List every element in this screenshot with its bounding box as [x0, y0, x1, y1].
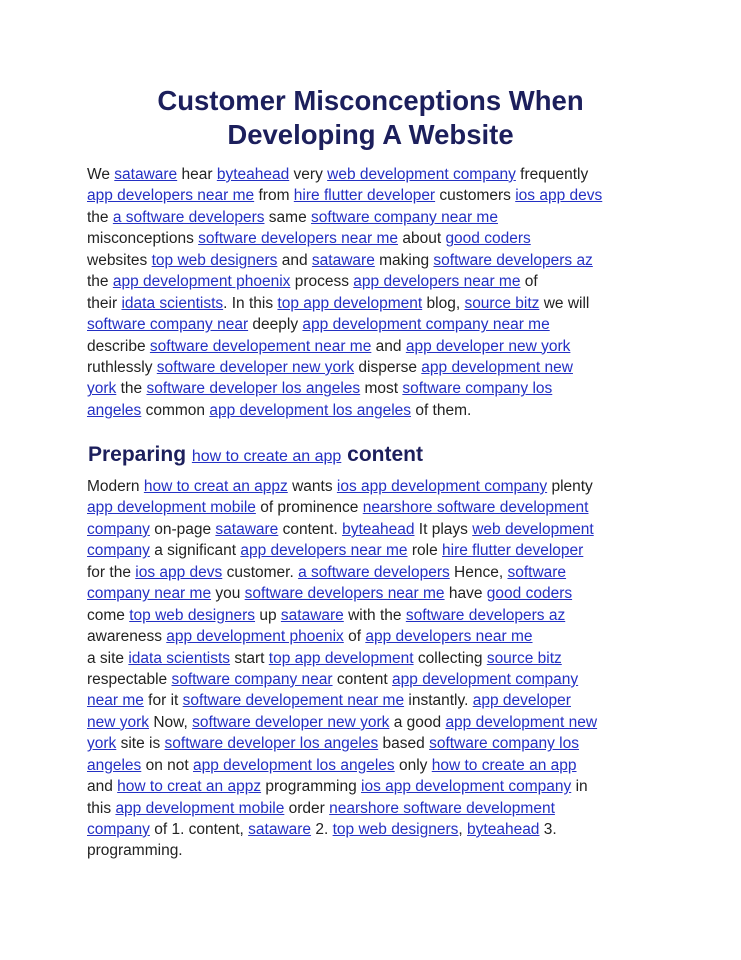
body-text: misconceptions: [87, 230, 199, 248]
body-text: up: [255, 606, 281, 624]
body-text: We: [87, 166, 115, 183]
text-line: [87, 207, 667, 228]
inline-link[interactable]: ios app devs: [135, 563, 223, 581]
text-line: [87, 476, 667, 497]
inline-link[interactable]: ios app development company: [336, 478, 548, 495]
body-text: It plays: [414, 520, 473, 538]
body-text: a site: [87, 649, 129, 667]
text-line: [87, 271, 667, 292]
body-text: the: [87, 273, 113, 291]
text-line: [87, 776, 667, 797]
inline-link[interactable]: nearshore software development: [362, 499, 589, 517]
inline-link[interactable]: top web designers: [332, 821, 459, 838]
inline-link[interactable]: company: [87, 542, 150, 560]
inline-link[interactable]: app development mobile: [87, 499, 256, 517]
body-text: describe: [87, 337, 150, 355]
body-text: on-page: [149, 520, 216, 538]
text-line: [87, 497, 667, 518]
heading-text: content: [341, 443, 423, 466]
body-text: come: [87, 606, 130, 624]
inline-link[interactable]: software company near: [171, 670, 333, 688]
body-text: awareness: [87, 628, 167, 646]
body-text: we will: [539, 294, 590, 312]
body-text: instantly.: [404, 692, 473, 710]
text-line: [87, 400, 667, 421]
inline-link[interactable]: top web designers: [129, 606, 256, 624]
body-text: from: [254, 187, 294, 205]
inline-link[interactable]: software developer los angeles: [146, 380, 361, 398]
inline-link[interactable]: app development new: [445, 713, 598, 731]
inline-link[interactable]: idata scientists: [121, 294, 224, 312]
inline-link[interactable]: sataware: [311, 251, 375, 269]
body-text: site is: [116, 735, 165, 753]
inline-link[interactable]: software developers near me: [244, 585, 445, 603]
inline-link[interactable]: app development phoenix: [166, 628, 344, 646]
body-text: content: [332, 670, 393, 688]
inline-link[interactable]: source bitz: [486, 649, 562, 667]
inline-link[interactable]: web development company: [327, 166, 516, 183]
text-line: [87, 228, 667, 249]
inline-link[interactable]: software company near me: [311, 208, 498, 226]
body-text: same: [264, 208, 312, 226]
inline-link[interactable]: software developers near me: [198, 230, 399, 248]
text-line: [87, 540, 667, 561]
inline-link[interactable]: ios app development company: [361, 778, 572, 796]
text-line: [87, 293, 667, 314]
body-text: for the: [87, 563, 136, 581]
body-text: frequently: [515, 166, 589, 183]
body-text: customer.: [222, 563, 299, 581]
heading-link[interactable]: how to create an app: [191, 448, 342, 465]
text-line: [87, 314, 667, 335]
inline-link[interactable]: idata scientists: [128, 649, 231, 667]
inline-link[interactable]: software developement near me: [182, 692, 405, 710]
inline-link[interactable]: app development los angeles: [193, 756, 395, 774]
body-text: of: [520, 273, 538, 291]
text-line: [87, 840, 667, 861]
body-text: Now,: [149, 713, 193, 731]
inline-link[interactable]: nearshore software development: [329, 799, 555, 817]
inline-link[interactable]: software developers az: [405, 606, 566, 624]
text-line: [87, 357, 667, 378]
body-text: and: [277, 251, 312, 269]
body-text: of: [343, 628, 366, 646]
inline-link[interactable]: app development company near me: [302, 316, 550, 334]
inline-link[interactable]: good coders: [486, 585, 573, 603]
body-text: process: [290, 273, 354, 291]
inline-link[interactable]: software company near: [87, 316, 249, 334]
page-title: [0, 84, 741, 152]
body-text: 3.: [539, 821, 557, 838]
body-text: have: [444, 585, 487, 603]
body-text: a good: [389, 713, 446, 731]
inline-link[interactable]: byteahead: [216, 166, 290, 183]
section-heading: [88, 440, 423, 472]
text-line: [87, 519, 667, 540]
inline-link[interactable]: york: [87, 735, 117, 753]
inline-link[interactable]: how to creat an appz: [143, 478, 288, 495]
body-text: with the: [343, 606, 406, 624]
inline-link[interactable]: hire flutter developer: [293, 187, 436, 205]
title-line: Developing A Website: [227, 119, 514, 150]
body-text: very: [289, 166, 328, 183]
body-text: role: [407, 542, 443, 560]
inline-link[interactable]: sataware: [114, 166, 178, 183]
title-line: Customer Misconceptions When: [157, 85, 584, 116]
body-text: hear: [177, 166, 217, 183]
inline-link[interactable]: near me: [87, 692, 144, 710]
inline-link[interactable]: app development company: [392, 670, 579, 688]
body-text: plenty: [547, 478, 593, 495]
inline-link[interactable]: software developer los angeles: [164, 735, 379, 753]
body-text: order: [284, 799, 330, 817]
inline-link[interactable]: app development new: [421, 358, 573, 376]
inline-link[interactable]: software: [507, 563, 567, 581]
inline-link[interactable]: byteahead: [467, 821, 540, 838]
body-text: customers: [435, 187, 516, 205]
inline-link[interactable]: software developer new york: [156, 358, 355, 376]
inline-link[interactable]: angeles: [87, 756, 142, 774]
text-line: [87, 690, 667, 711]
intro-paragraph: [87, 164, 667, 421]
body-text: Hence,: [449, 563, 508, 581]
inline-link[interactable]: company near me: [87, 585, 212, 603]
inline-link[interactable]: company: [87, 821, 150, 838]
text-line: [87, 733, 667, 754]
inline-link[interactable]: a software developers: [298, 563, 450, 581]
body-text: Modern: [87, 478, 144, 495]
body-text: common: [141, 401, 210, 419]
text-line: [87, 250, 667, 271]
inline-link[interactable]: software developement near me: [149, 337, 372, 355]
text-line: [87, 562, 667, 583]
inline-link[interactable]: byteahead: [342, 520, 415, 538]
text-line: [87, 648, 667, 669]
body-text: disperse: [354, 358, 422, 376]
text-line: [87, 185, 667, 206]
body-text: wants: [287, 478, 337, 495]
body-text: about: [398, 230, 446, 248]
inline-link[interactable]: sataware: [280, 606, 344, 624]
body-text: and: [371, 337, 406, 355]
inline-link[interactable]: software company los: [402, 380, 553, 398]
body-text: most: [360, 380, 403, 398]
inline-link[interactable]: app developer new york: [405, 337, 571, 355]
inline-link[interactable]: app development los angeles: [209, 401, 412, 419]
body-text: based: [378, 735, 430, 753]
inline-link[interactable]: company: [87, 520, 150, 538]
body-text: blog,: [422, 294, 465, 312]
inline-link[interactable]: software developer new york: [192, 713, 390, 731]
body-text: their: [87, 294, 122, 312]
inline-link[interactable]: good coders: [445, 230, 531, 248]
body-text: in: [571, 778, 588, 796]
inline-link[interactable]: new york: [87, 713, 150, 731]
text-line: [87, 378, 667, 399]
inline-link[interactable]: how to creat an appz: [117, 778, 262, 796]
body-text: ruthlessly: [87, 358, 157, 376]
body-text: programming: [261, 778, 362, 796]
body-text: the: [87, 208, 113, 226]
inline-link[interactable]: software company los: [429, 735, 579, 753]
inline-link[interactable]: app developers near me: [353, 273, 521, 291]
body-text: of 1. content,: [149, 821, 249, 838]
body-text: and: [87, 778, 118, 796]
inline-link[interactable]: app development mobile: [115, 799, 285, 817]
inline-link[interactable]: angeles: [87, 401, 142, 419]
text-line: [87, 626, 667, 647]
text-line: [87, 336, 667, 357]
inline-link[interactable]: web development: [472, 520, 594, 538]
body-text: you: [211, 585, 245, 603]
inline-link[interactable]: app developers near me: [240, 542, 408, 560]
inline-link[interactable]: sataware: [248, 821, 312, 838]
body-text: for it: [143, 692, 183, 710]
body-text: on not: [141, 756, 194, 774]
body-paragraph: [87, 476, 667, 862]
text-line: [87, 605, 667, 626]
text-line: [87, 798, 667, 819]
body-text: . In this: [223, 294, 278, 312]
body-text: deeply: [248, 316, 303, 334]
inline-link[interactable]: sataware: [215, 520, 279, 538]
body-text: 2.: [311, 821, 333, 838]
body-text: collecting: [413, 649, 487, 667]
body-text: websites: [87, 251, 152, 269]
body-text: of them.: [411, 401, 472, 419]
heading-text: Preparing: [88, 443, 192, 466]
body-text: the: [116, 380, 147, 398]
inline-link[interactable]: app developer: [472, 692, 571, 710]
body-text: making: [374, 251, 434, 269]
body-text: respectable: [87, 670, 172, 688]
inline-link[interactable]: app development phoenix: [112, 273, 291, 291]
inline-link[interactable]: hire flutter developer: [442, 542, 584, 560]
body-text: only: [394, 756, 432, 774]
inline-link[interactable]: a software developers: [112, 208, 265, 226]
body-text: start: [230, 649, 269, 667]
text-line: [87, 819, 667, 840]
body-text: a significant: [149, 542, 241, 560]
inline-link[interactable]: source bitz: [464, 294, 540, 312]
inline-link[interactable]: top web designers: [151, 251, 278, 269]
inline-link[interactable]: app developers near me: [365, 628, 533, 646]
text-line: [87, 583, 667, 604]
text-line: [87, 669, 667, 690]
inline-link[interactable]: york: [87, 380, 117, 398]
text-line: [87, 164, 667, 185]
text-line: [87, 712, 667, 733]
body-text: this: [87, 799, 116, 817]
text-line: [87, 755, 667, 776]
body-text: of prominence: [255, 499, 363, 517]
inline-link[interactable]: app developers near me: [87, 187, 255, 205]
inline-link[interactable]: ios app devs: [515, 187, 603, 205]
inline-link[interactable]: software developers az: [433, 251, 593, 269]
inline-link[interactable]: how to create an app: [431, 756, 577, 774]
body-text: ,: [458, 821, 468, 838]
inline-link[interactable]: top app development: [277, 294, 423, 312]
body-text: programming.: [87, 842, 183, 860]
body-text: content.: [278, 520, 343, 538]
inline-link[interactable]: top app development: [268, 649, 414, 667]
